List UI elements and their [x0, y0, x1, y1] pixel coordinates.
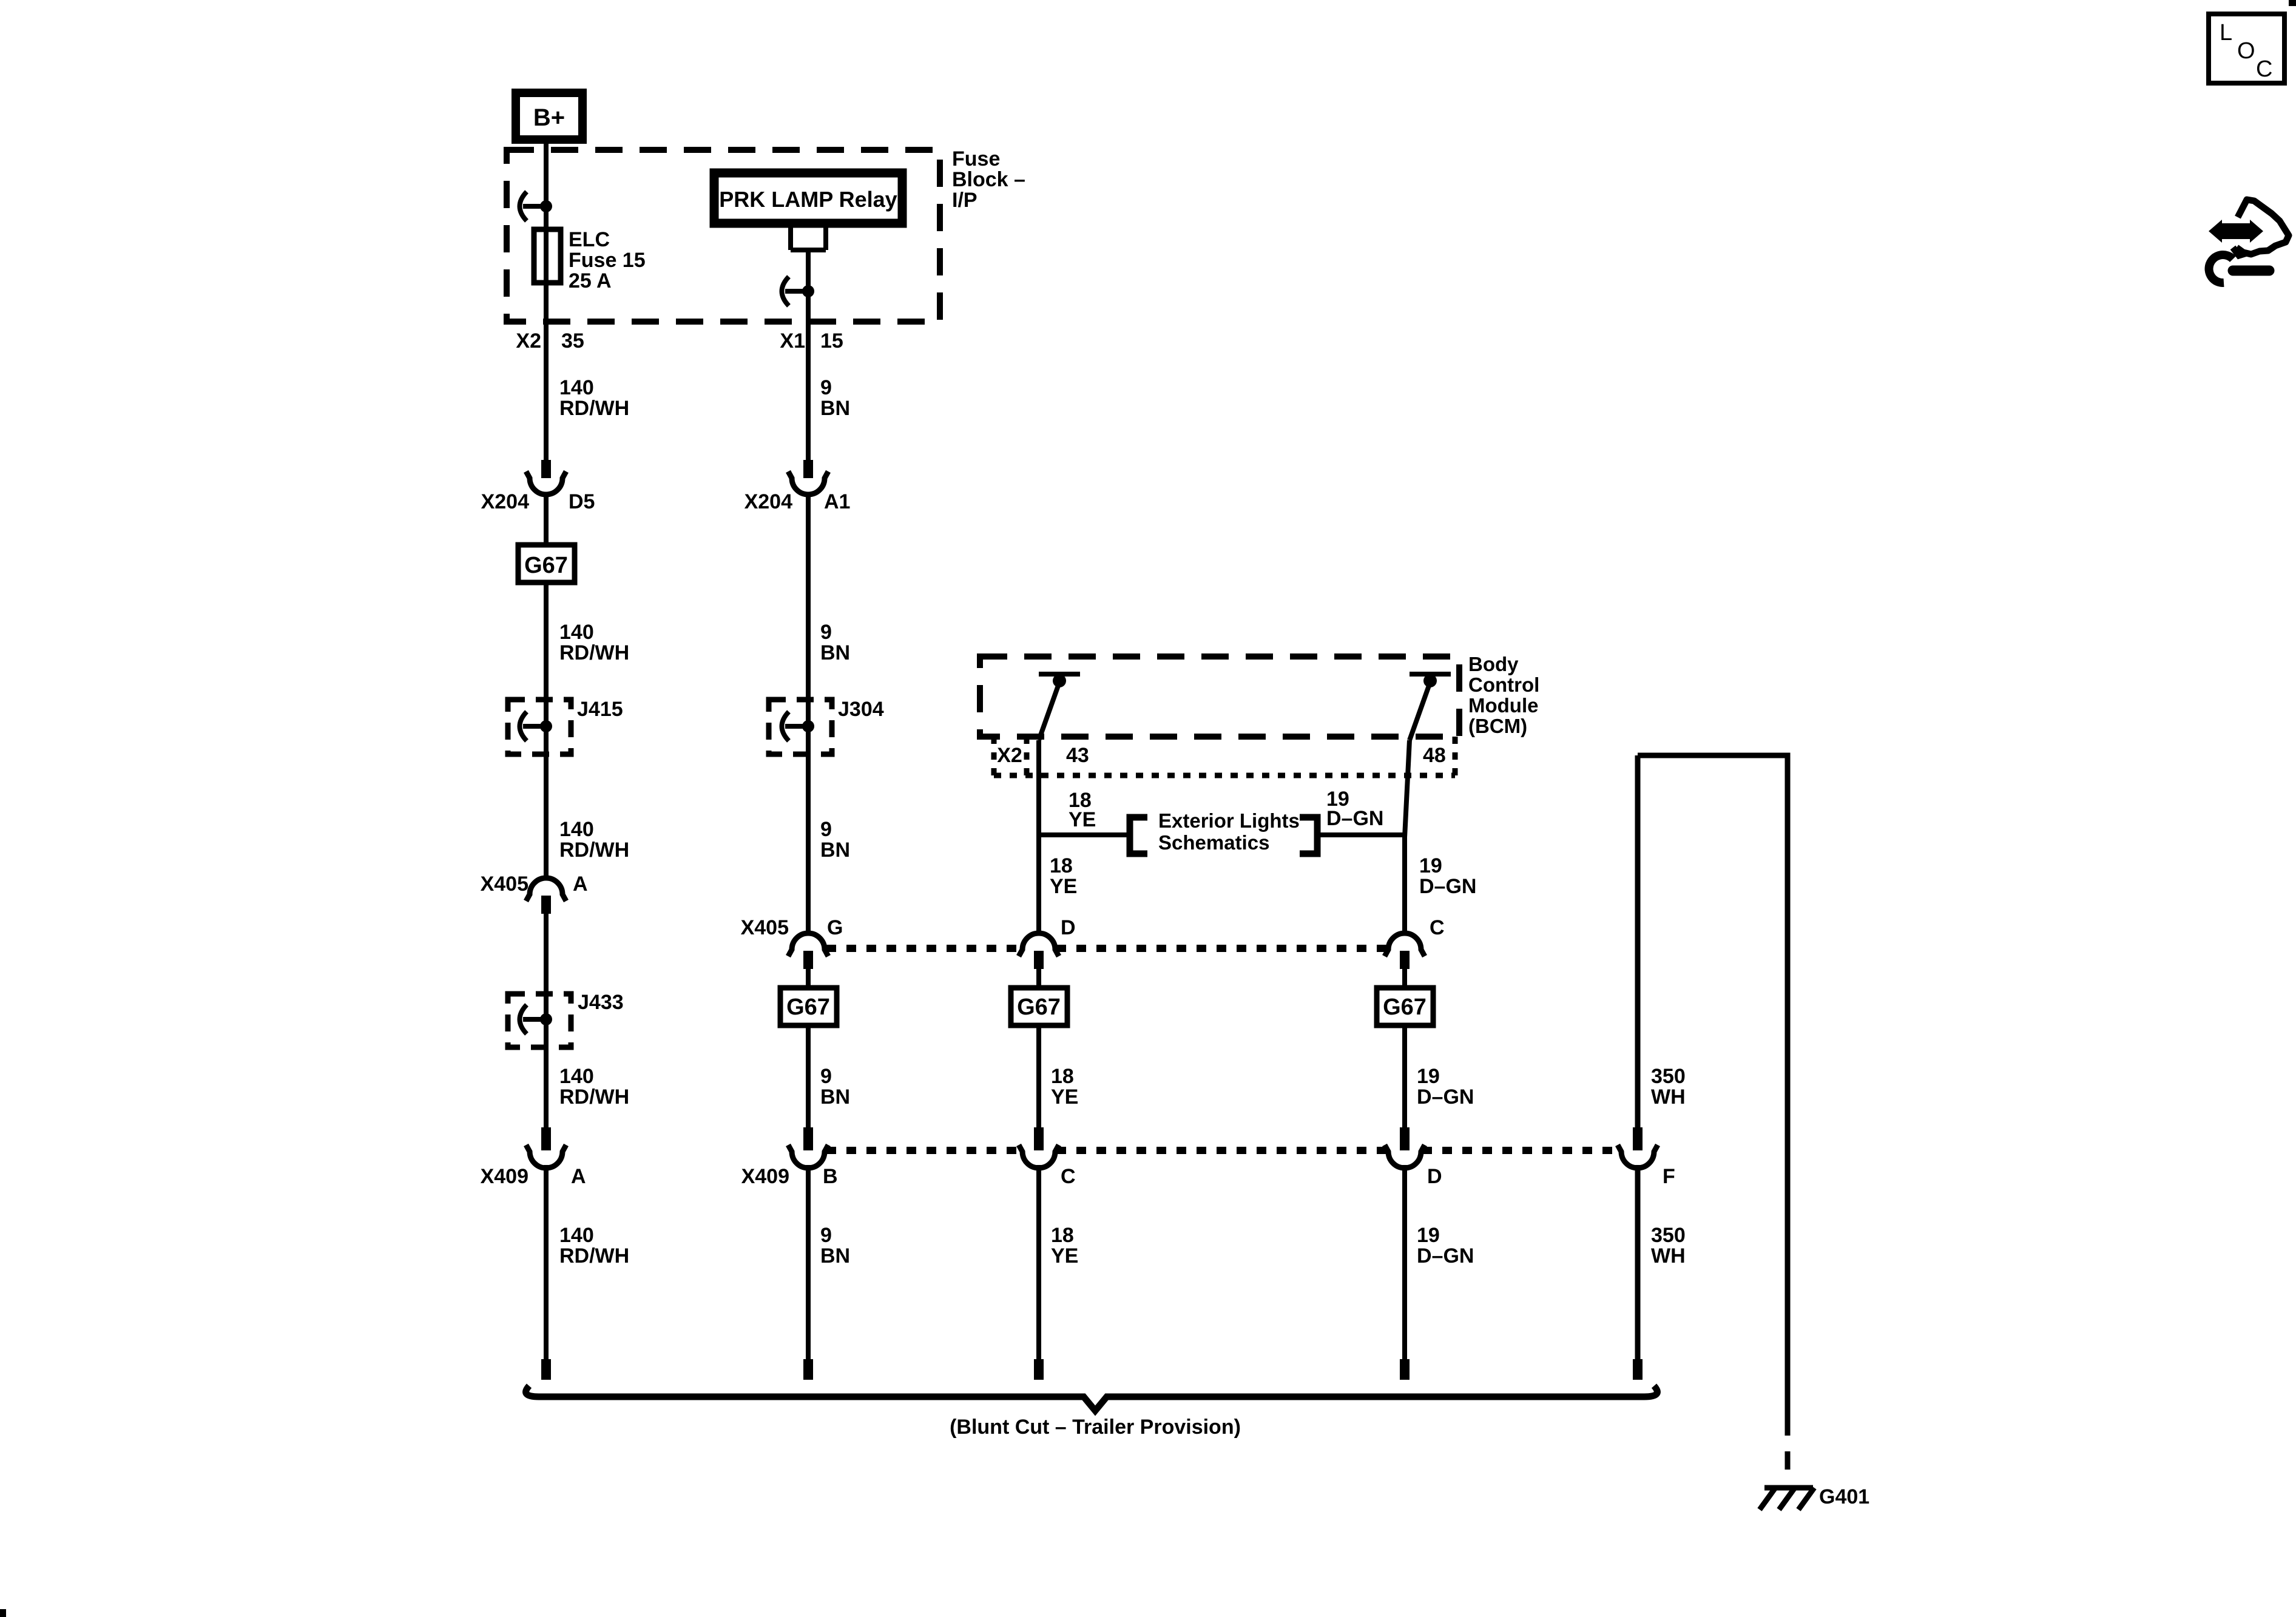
- wire-color-label: BN: [820, 1085, 851, 1109]
- splice-g67: [1011, 988, 1067, 1025]
- fuse-block-name-line1: Fuse: [952, 147, 1001, 170]
- b-plus-label: B+: [533, 104, 566, 131]
- bcm-name-line3: Module: [1468, 694, 1539, 717]
- wire-color-label: YE: [1050, 875, 1078, 898]
- fuse-block-right-exit-pin: 15: [820, 329, 843, 353]
- prk-lamp-relay-label: PRK LAMP Relay: [719, 187, 897, 212]
- splice-label: G67: [786, 994, 830, 1020]
- splice-label: J304: [838, 698, 884, 721]
- splice-label: G67: [1017, 994, 1061, 1020]
- fuse-block-right-exit-conn: X1: [780, 329, 805, 353]
- wire-circuit-label: 19: [1417, 1065, 1440, 1088]
- bcm-name-line2: Control: [1468, 673, 1540, 696]
- wire-color-label: BN: [820, 839, 851, 862]
- connector-pin: D5: [569, 490, 595, 513]
- splice-label: J433: [578, 991, 624, 1014]
- connector-name: X409: [480, 1165, 528, 1188]
- splice-label: G67: [1383, 994, 1427, 1020]
- wire-color-label: WH: [1651, 1244, 1686, 1268]
- splice-g67: [1377, 988, 1433, 1025]
- fuse-block-name-line2: Block –: [952, 168, 1025, 191]
- wire-circuit-label: 19: [1417, 1224, 1440, 1247]
- connector-pin: B: [823, 1165, 838, 1188]
- wire-circuit-label: 140: [559, 1224, 594, 1247]
- splice-label: G67: [524, 553, 568, 578]
- connector-name: X409: [741, 1165, 789, 1188]
- wire-circuit-label: 9: [820, 621, 832, 644]
- loc-button[interactable]: [2209, 14, 2284, 83]
- wire-color-label: D–GN: [1417, 1085, 1474, 1109]
- wire-circuit-label: 18: [1069, 789, 1092, 812]
- page-corner-mark: [2289, 0, 2296, 6]
- loc-letter-o: O: [2237, 38, 2255, 64]
- connector-pin: D: [1061, 916, 1076, 939]
- connector-pin: A1: [824, 490, 851, 513]
- connector-pin: C: [1061, 1165, 1076, 1188]
- wire-circuit-label: 140: [559, 376, 594, 399]
- connector-name: X405: [740, 916, 789, 939]
- wire-circuit-label: 19: [1419, 854, 1442, 877]
- bcm-connector-name: X2: [997, 744, 1022, 767]
- wire-color-label: BN: [820, 641, 851, 664]
- elc-fuse-line2: Fuse 15: [569, 249, 646, 272]
- connector-pin: A: [573, 873, 588, 896]
- wire-circuit-label: 18: [1051, 1065, 1074, 1088]
- wire-circuit-label: 140: [559, 621, 594, 644]
- blunt-cut-note: (Blunt Cut – Trailer Provision): [950, 1416, 1241, 1439]
- ground-label: G401: [1819, 1485, 1870, 1508]
- note-line2: Schematics: [1158, 831, 1270, 854]
- fuse-block-left-exit-conn: X2: [516, 329, 541, 353]
- elc-fuse-line3: 25 A: [569, 269, 612, 292]
- loc-letter-c: C: [2256, 56, 2273, 82]
- wire-color-label: WH: [1651, 1085, 1686, 1109]
- wire-color-label: RD/WH: [559, 839, 630, 862]
- connector-pin: G: [827, 916, 843, 939]
- wire-color-label: D–GN: [1326, 807, 1384, 830]
- wire-color-label: RD/WH: [559, 1244, 630, 1268]
- wire-circuit-label: 9: [820, 818, 832, 841]
- bcm-name-line1: Body: [1468, 653, 1519, 675]
- wire-circuit-label: 9: [820, 1065, 832, 1088]
- page-corner-mark: [0, 1609, 6, 1617]
- wire-color-label: YE: [1051, 1085, 1079, 1109]
- bcm-pin-right: 48: [1423, 744, 1446, 767]
- connector-name: X405: [480, 873, 528, 896]
- fuse-block-left-exit-pin: 35: [561, 329, 584, 353]
- wire-circuit-label: 350: [1651, 1224, 1686, 1247]
- connector-name: X204: [744, 490, 792, 513]
- wire-color-label: YE: [1051, 1244, 1079, 1268]
- wire-color-label: D–GN: [1417, 1244, 1474, 1268]
- wire-circuit-label: 18: [1050, 854, 1073, 877]
- wire-circuit-label: 19: [1326, 788, 1349, 811]
- connector-pin: C: [1430, 916, 1445, 939]
- note-line1: Exterior Lights: [1158, 809, 1300, 832]
- wire-color-label: BN: [820, 397, 851, 420]
- connector-pin: D: [1427, 1165, 1442, 1188]
- splice-g67: [780, 988, 837, 1025]
- splice-g67: [518, 545, 575, 582]
- wire-circuit-label: 140: [559, 818, 594, 841]
- loc-letter-l: L: [2220, 20, 2233, 46]
- bcm-pin-left: 43: [1066, 744, 1089, 767]
- splice-label: J415: [577, 698, 623, 721]
- wire-circuit-label: 9: [820, 1224, 832, 1247]
- fuse-block-name-line3: I/P: [952, 189, 977, 212]
- b-plus-terminal: [516, 93, 582, 140]
- wire-circuit-label: 350: [1651, 1065, 1686, 1088]
- wire-circuit-label: 140: [559, 1065, 594, 1088]
- wire-circuit-label: 9: [820, 376, 832, 399]
- bcm-name-line4: (BCM): [1468, 715, 1528, 737]
- connector-pin: F: [1663, 1165, 1675, 1188]
- wire-color-label: YE: [1069, 808, 1096, 831]
- connector-name: X204: [481, 490, 529, 513]
- wire-color-label: D–GN: [1419, 875, 1477, 898]
- wire-color-label: RD/WH: [559, 1085, 630, 1109]
- connector-pin: A: [571, 1165, 586, 1188]
- wire-color-label: RD/WH: [559, 397, 630, 420]
- wire-color-label: RD/WH: [559, 641, 630, 664]
- wire-color-label: BN: [820, 1244, 851, 1268]
- wire-circuit-label: 18: [1051, 1224, 1074, 1247]
- elc-fuse-line1: ELC: [569, 228, 610, 251]
